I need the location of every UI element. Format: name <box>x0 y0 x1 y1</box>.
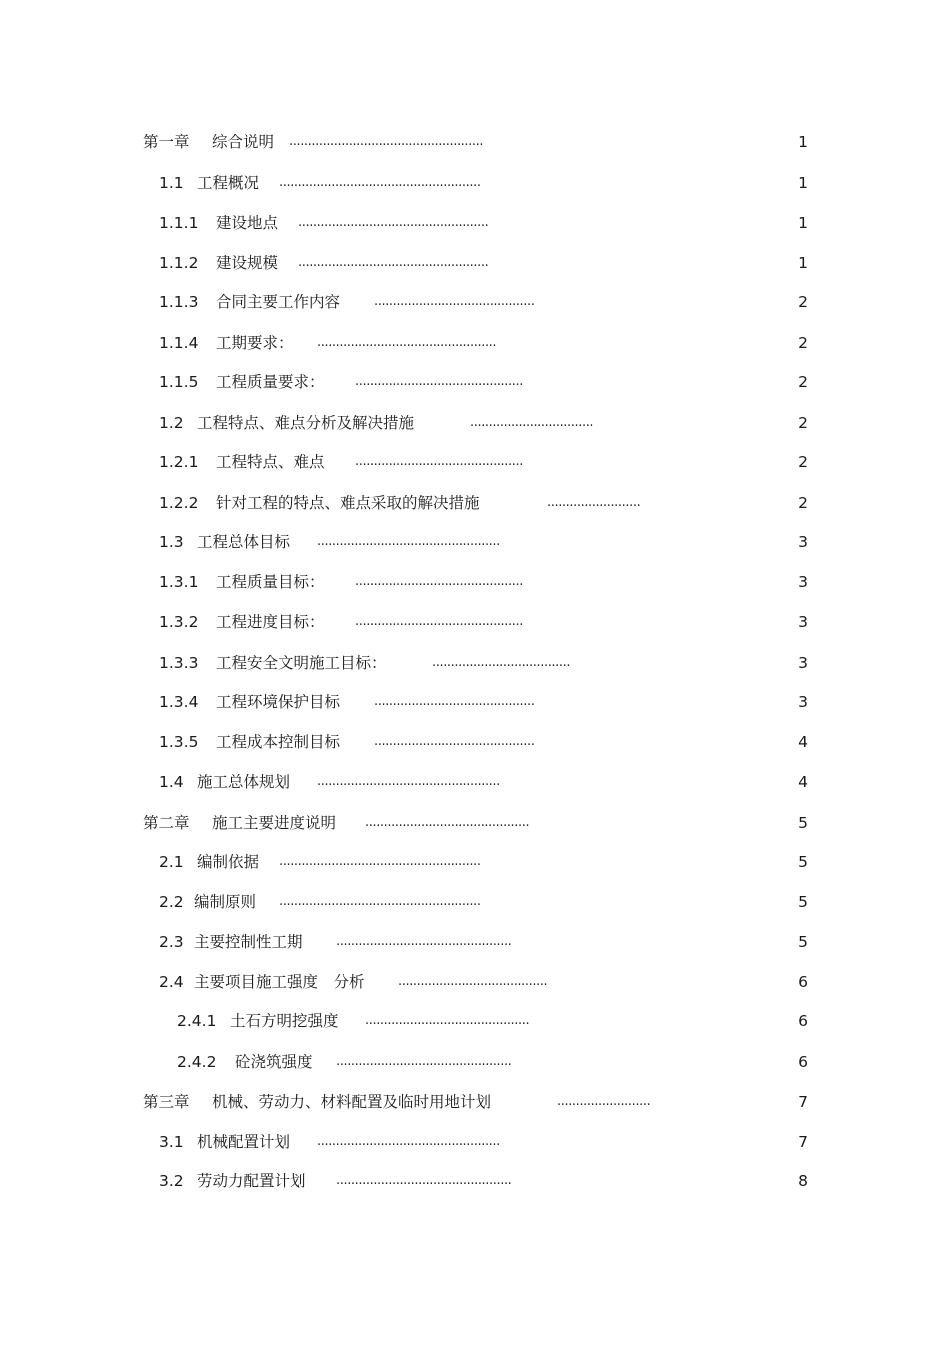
entry-number: 1.4 <box>159 773 184 791</box>
entry-number: 1.3 <box>159 533 184 551</box>
entry-number: 1.3.2 <box>159 613 199 631</box>
dot-leader: ............................................. <box>355 614 523 629</box>
entry-title: 机械配置计划 <box>197 1133 291 1151</box>
toc-entry-1-2-1[interactable] <box>0 450 950 474</box>
entry-page-number: 5 <box>798 814 808 832</box>
entry-page-number: 4 <box>798 733 808 751</box>
entry-title: 施工主要进度说明 <box>212 814 337 832</box>
dot-leader: ............................................ <box>365 815 530 830</box>
toc-entry-1-1-1[interactable] <box>0 211 950 235</box>
toc-entry-1-3-5[interactable] <box>0 730 950 754</box>
dot-leader: ............................................. <box>355 374 523 389</box>
entry-number: 1.3.1 <box>159 573 199 591</box>
entry-page-number: 8 <box>798 1172 808 1190</box>
toc-entry-chapter-1[interactable] <box>0 130 950 154</box>
entry-title: 建设规模 <box>216 254 279 272</box>
dot-leader: ........................................... <box>374 294 535 309</box>
entry-page-number: 6 <box>798 1012 808 1030</box>
entry-number: 2.3 <box>159 933 184 951</box>
entry-number: 1.3.3 <box>159 654 199 672</box>
entry-page-number: 5 <box>798 893 808 911</box>
entry-title: 工程质量目标： <box>216 573 325 591</box>
entry-page-number: 2 <box>798 494 808 512</box>
entry-page-number: 3 <box>798 693 808 711</box>
entry-title: 工程特点、难点 <box>216 453 325 471</box>
dot-leader: ........................................... <box>374 734 535 749</box>
entry-number: 2.1 <box>159 853 184 871</box>
entry-page-number: 2 <box>798 373 808 391</box>
entry-title: 工程安全文明施工目标： <box>216 654 387 672</box>
entry-title: 工程环境保护目标 <box>216 693 341 711</box>
entry-number: 1.1.1 <box>159 214 199 232</box>
toc-entry-1-3-1[interactable] <box>0 570 950 594</box>
entry-title: 编制原则 <box>194 893 257 911</box>
entry-number: 3.2 <box>159 1172 184 1190</box>
entry-title: 主要项目施工强度 分析 <box>194 973 365 991</box>
entry-title: 工程概况 <box>197 174 260 192</box>
entry-page-number: 6 <box>798 973 808 991</box>
dot-leader: ................................. <box>470 415 594 430</box>
toc-entry-2-2[interactable] <box>0 890 950 914</box>
entry-page-number: 2 <box>798 293 808 311</box>
entry-page-number: 1 <box>798 133 808 151</box>
entry-title: 劳动力配置计划 <box>197 1172 306 1190</box>
dot-leader: ................................................... <box>298 255 489 270</box>
toc-entry-1-2-2[interactable] <box>0 491 950 515</box>
entry-title: 工程总体目标 <box>197 533 291 551</box>
toc-entry-2-1[interactable] <box>0 850 950 874</box>
entry-title: 工程特点、难点分析及解决措施 <box>197 414 415 432</box>
entry-title: 施工总体规划 <box>197 773 291 791</box>
entry-title: 工期要求： <box>216 334 294 352</box>
toc-entry-1-3-2[interactable] <box>0 610 950 634</box>
toc-entry-2-4-2[interactable] <box>0 1050 950 1074</box>
entry-page-number: 6 <box>798 1053 808 1071</box>
entry-page-number: 3 <box>798 533 808 551</box>
dot-leader: ...................................................... <box>279 894 481 909</box>
dot-leader: ............................................... <box>336 934 512 949</box>
dot-leader: ............................................ <box>365 1013 530 1028</box>
toc-entry-2-4-1[interactable] <box>0 1009 950 1033</box>
dot-leader: ...................................................... <box>279 854 481 869</box>
dot-leader: ...................................................... <box>279 175 481 190</box>
entry-title: 砼浇筑强度 <box>235 1053 313 1071</box>
entry-number: 1.1.3 <box>159 293 199 311</box>
entry-number: 1.2.2 <box>159 494 199 512</box>
toc-entry-1-1-2[interactable] <box>0 251 950 275</box>
entry-title: 机械、劳动力、材料配置及临时用地计划 <box>212 1093 492 1111</box>
entry-title: 工程进度目标： <box>216 613 325 631</box>
dot-leader: ........................................ <box>398 974 548 989</box>
entry-title: 土石方明挖强度 <box>230 1012 339 1030</box>
toc-entry-1-3[interactable] <box>0 530 950 554</box>
dot-leader: ................................................. <box>317 534 500 549</box>
entry-page-number: 7 <box>798 1133 808 1151</box>
entry-page-number: 7 <box>798 1093 808 1111</box>
entry-title: 针对工程的特点、难点采取的解决措施 <box>216 494 480 512</box>
dot-leader: ................................................. <box>317 1134 500 1149</box>
toc-entry-1-1[interactable] <box>0 171 950 195</box>
dot-leader: ............................................... <box>336 1173 512 1188</box>
entry-number: 2.4.2 <box>177 1053 217 1071</box>
entry-number: 2.2 <box>159 893 184 911</box>
toc-entry-1-4[interactable] <box>0 770 950 794</box>
entry-title: 工程质量要求： <box>216 373 325 391</box>
dot-leader: ................................................. <box>317 774 500 789</box>
toc-entry-3-2[interactable] <box>0 1169 950 1193</box>
toc-entry-2-3[interactable] <box>0 930 950 954</box>
entry-page-number: 2 <box>798 453 808 471</box>
entry-number: 1.3.5 <box>159 733 199 751</box>
toc-entry-3-1[interactable] <box>0 1130 950 1154</box>
entry-page-number: 4 <box>798 773 808 791</box>
entry-title: 主要控制性工期 <box>194 933 303 951</box>
toc-entry-chapter-2[interactable] <box>0 811 950 835</box>
entry-number: 第三章 <box>143 1093 190 1111</box>
toc-entry-chapter-3[interactable] <box>0 1090 950 1114</box>
entry-number: 1.1 <box>159 174 184 192</box>
entry-page-number: 3 <box>798 573 808 591</box>
entry-number: 2.4.1 <box>177 1012 217 1030</box>
entry-page-number: 2 <box>798 334 808 352</box>
entry-number: 1.2 <box>159 414 184 432</box>
entry-page-number: 1 <box>798 254 808 272</box>
entry-number: 1.1.5 <box>159 373 199 391</box>
entry-title: 编制依据 <box>197 853 260 871</box>
dot-leader: ................................................ <box>317 335 497 350</box>
toc-entry-1-1-3[interactable] <box>0 290 950 314</box>
entry-number: 1.1.4 <box>159 334 199 352</box>
dot-leader: .................................................... <box>289 134 484 149</box>
dot-leader: ..................................... <box>432 655 571 670</box>
entry-number: 1.1.2 <box>159 254 199 272</box>
entry-page-number: 5 <box>798 933 808 951</box>
entry-title: 建设地点 <box>216 214 279 232</box>
entry-page-number: 3 <box>798 654 808 672</box>
toc-entry-2-4[interactable] <box>0 970 950 994</box>
entry-page-number: 5 <box>798 853 808 871</box>
toc-entry-1-3-4[interactable] <box>0 690 950 714</box>
entry-page-number: 3 <box>798 613 808 631</box>
entry-number: 第二章 <box>143 814 190 832</box>
dot-leader: ............................................. <box>355 574 523 589</box>
toc-entry-1-3-3[interactable] <box>0 651 950 675</box>
entry-number: 1.2.1 <box>159 453 199 471</box>
dot-leader: ............................................... <box>336 1054 512 1069</box>
dot-leader: ......................... <box>547 495 641 510</box>
dot-leader: ............................................. <box>355 454 523 469</box>
toc-entry-1-1-4[interactable] <box>0 331 950 355</box>
toc-entry-1-1-5[interactable] <box>0 370 950 394</box>
dot-leader: ........................................... <box>374 694 535 709</box>
entry-title: 合同主要工作内容 <box>216 293 341 311</box>
entry-number: 第一章 <box>143 133 190 151</box>
dot-leader: ................................................... <box>298 215 489 230</box>
dot-leader: ......................... <box>557 1094 651 1109</box>
entry-page-number: 1 <box>798 174 808 192</box>
entry-number: 3.1 <box>159 1133 184 1151</box>
entry-title: 综合说明 <box>212 133 275 151</box>
entry-number: 2.4 <box>159 973 184 991</box>
entry-number: 1.3.4 <box>159 693 199 711</box>
entry-title: 工程成本控制目标 <box>216 733 341 751</box>
entry-page-number: 2 <box>798 414 808 432</box>
toc-entry-1-2[interactable] <box>0 411 950 435</box>
entry-page-number: 1 <box>798 214 808 232</box>
